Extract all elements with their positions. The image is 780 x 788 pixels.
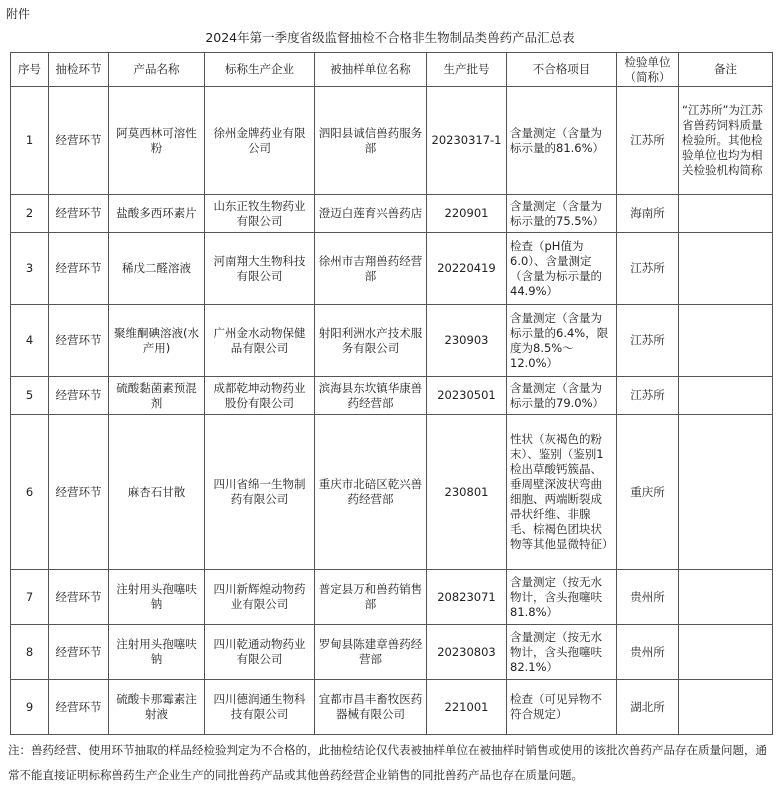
cell-product: 注射用头孢噻呋钠 bbox=[109, 625, 205, 680]
cell-lab: 贵州所 bbox=[617, 570, 679, 625]
cell-sampled-unit: 射阳利洲水产技术服务有限公司 bbox=[315, 305, 427, 377]
footnote: 注：兽药经营、使用环节抽取的样品经检验判定为不合格的，此抽检结论仅代表被抽样单位在被抽样时销售或使用的该批次兽药产品存在质量问题，通常不能直接证明标称兽药生产企业生产的同批兽药产品或其他兽药经营企业销售的同批兽药产品也存在质量问题。 bbox=[8, 743, 767, 782]
cell-stage: 经营环节 bbox=[49, 625, 109, 680]
cell-product: 硫酸卡那霉素注射液 bbox=[109, 680, 205, 735]
cell-batch: 20230317-1 bbox=[427, 87, 507, 195]
column-header-sampled-unit: 被抽样单位名称 bbox=[315, 53, 427, 87]
column-header-remark: 备注 bbox=[679, 53, 773, 87]
cell-manufacturer: 四川乾通动物药业有限公司 bbox=[205, 625, 315, 680]
cell-stage: 经营环节 bbox=[49, 377, 109, 415]
cell-batch: 20230803 bbox=[427, 625, 507, 680]
cell-sampled-unit: 徐州市吉翔兽药经营部 bbox=[315, 233, 427, 305]
cell-no: 5 bbox=[11, 377, 49, 415]
column-header-lab: 检验单位（简称） bbox=[617, 53, 679, 87]
cell-batch: 220901 bbox=[427, 195, 507, 233]
cell-lab: 江苏所 bbox=[617, 233, 679, 305]
cell-batch: 20230501 bbox=[427, 377, 507, 415]
cell-manufacturer: 广州金水动物保健品有限公司 bbox=[205, 305, 315, 377]
cell-stage: 经营环节 bbox=[49, 415, 109, 570]
cell-remark: “江苏所”为江苏省兽药饲料质量检验所。其他检验单位也均为相关检验机构简称 bbox=[679, 87, 773, 195]
cell-sampled-unit: 罗甸县陈建章兽药经营部 bbox=[315, 625, 427, 680]
cell-product: 聚维酮碘溶液(水产用) bbox=[109, 305, 205, 377]
results-table bbox=[10, 52, 773, 735]
cell-item: 性状（灰褐色的粉末）、鉴别（鉴别1检出草酸钙簇晶、垂周壁深波状弯曲细胞、两端断裂成帚状纤维、非腺毛、棕褐色团块状物等其他显微特征） bbox=[507, 415, 617, 570]
cell-stage: 经营环节 bbox=[49, 305, 109, 377]
cell-no: 4 bbox=[11, 305, 49, 377]
column-header-manufacturer: 标称生产企业 bbox=[205, 53, 315, 87]
cell-batch: 230903 bbox=[427, 305, 507, 377]
cell-product: 硫酸黏菌素预混剂 bbox=[109, 377, 205, 415]
cell-lab: 海南所 bbox=[617, 195, 679, 233]
cell-stage: 经营环节 bbox=[49, 87, 109, 195]
table-row bbox=[11, 625, 773, 680]
cell-lab: 江苏所 bbox=[617, 87, 679, 195]
cell-stage: 经营环节 bbox=[49, 195, 109, 233]
cell-batch: 230801 bbox=[427, 415, 507, 570]
cell-item: 检查（pH值为6.0）、含量测定（含量为标示量的44.9%） bbox=[507, 233, 617, 305]
cell-remark bbox=[679, 305, 773, 377]
cell-remark bbox=[679, 377, 773, 415]
cell-no: 9 bbox=[11, 680, 49, 735]
cell-lab: 湖北所 bbox=[617, 680, 679, 735]
cell-stage: 经营环节 bbox=[49, 570, 109, 625]
table-header-row bbox=[11, 53, 773, 87]
cell-product: 麻杏石甘散 bbox=[109, 415, 205, 570]
cell-no: 8 bbox=[11, 625, 49, 680]
cell-manufacturer: 河南翔大生物科技有限公司 bbox=[205, 233, 315, 305]
cell-stage: 经营环节 bbox=[49, 233, 109, 305]
cell-item: 含量测定（含量为标示量的75.5%） bbox=[507, 195, 617, 233]
table-row bbox=[11, 680, 773, 735]
cell-remark bbox=[679, 233, 773, 305]
table-row bbox=[11, 233, 773, 305]
page-title: 2024年第一季度省级监督抽检不合格非生物制品类兽药产品汇总表 bbox=[205, 30, 575, 45]
cell-no: 2 bbox=[11, 195, 49, 233]
cell-item: 含量测定（按无水物计，含头孢噻呋81.8%） bbox=[507, 570, 617, 625]
table-row bbox=[11, 415, 773, 570]
cell-item: 含量测定（含量为标示量的6.4%，限度为8.5%～12.0%） bbox=[507, 305, 617, 377]
cell-manufacturer: 徐州金牌药业有限公司 bbox=[205, 87, 315, 195]
cell-manufacturer: 四川德润通生物科技有限公司 bbox=[205, 680, 315, 735]
cell-batch: 20823071 bbox=[427, 570, 507, 625]
cell-item: 含量测定（按无水物计，含头孢噻呋82.1%） bbox=[507, 625, 617, 680]
cell-remark bbox=[679, 195, 773, 233]
cell-sampled-unit: 重庆市北碚区乾兴兽药经营部 bbox=[315, 415, 427, 570]
cell-batch: 20220419 bbox=[427, 233, 507, 305]
cell-batch: 221001 bbox=[427, 680, 507, 735]
cell-manufacturer: 四川新辉煌动物药业有限公司 bbox=[205, 570, 315, 625]
cell-sampled-unit: 滨海县东坎镇华康兽药经营部 bbox=[315, 377, 427, 415]
column-header-product: 产品名称 bbox=[109, 53, 205, 87]
cell-remark bbox=[679, 625, 773, 680]
cell-no: 1 bbox=[11, 87, 49, 195]
cell-remark bbox=[679, 680, 773, 735]
cell-manufacturer: 成都乾坤动物药业股份有限公司 bbox=[205, 377, 315, 415]
cell-sampled-unit: 宜都市昌丰畜牧医药器械有限公司 bbox=[315, 680, 427, 735]
cell-no: 6 bbox=[11, 415, 49, 570]
column-header-item: 不合格项目 bbox=[507, 53, 617, 87]
cell-lab: 贵州所 bbox=[617, 625, 679, 680]
table-row bbox=[11, 377, 773, 415]
cell-remark bbox=[679, 415, 773, 570]
cell-item: 检查（可见异物不符合规定） bbox=[507, 680, 617, 735]
cell-lab: 江苏所 bbox=[617, 305, 679, 377]
table-row bbox=[11, 87, 773, 195]
cell-product: 注射用头孢噻呋钠 bbox=[109, 570, 205, 625]
cell-sampled-unit: 普定县万和兽药销售部 bbox=[315, 570, 427, 625]
cell-stage: 经营环节 bbox=[49, 680, 109, 735]
cell-no: 7 bbox=[11, 570, 49, 625]
cell-product: 盐酸多西环素片 bbox=[109, 195, 205, 233]
cell-manufacturer: 山东正牧生物药业有限公司 bbox=[205, 195, 315, 233]
cell-no: 3 bbox=[11, 233, 49, 305]
cell-lab: 重庆所 bbox=[617, 415, 679, 570]
cell-product: 稀戊二醛溶液 bbox=[109, 233, 205, 305]
column-header-no: 序号 bbox=[11, 53, 49, 87]
column-header-stage: 抽检环节 bbox=[49, 53, 109, 87]
cell-sampled-unit: 澄迈白莲育兴兽药店 bbox=[315, 195, 427, 233]
cell-item: 含量测定（含量为标示量的79.0%） bbox=[507, 377, 617, 415]
column-header-batch: 生产批号 bbox=[427, 53, 507, 87]
cell-manufacturer: 四川省绵一生物制药有限公司 bbox=[205, 415, 315, 570]
cell-sampled-unit: 泗阳县诚信兽药服务部 bbox=[315, 87, 427, 195]
table-row bbox=[11, 305, 773, 377]
cell-remark bbox=[679, 570, 773, 625]
cell-product: 阿莫西林可溶性粉 bbox=[109, 87, 205, 195]
table-row bbox=[11, 570, 773, 625]
attachment-label: 附件 bbox=[6, 7, 31, 21]
cell-lab: 江苏所 bbox=[617, 377, 679, 415]
table-row bbox=[11, 195, 773, 233]
cell-item: 含量测定（含量为标示量的81.6%） bbox=[507, 87, 617, 195]
